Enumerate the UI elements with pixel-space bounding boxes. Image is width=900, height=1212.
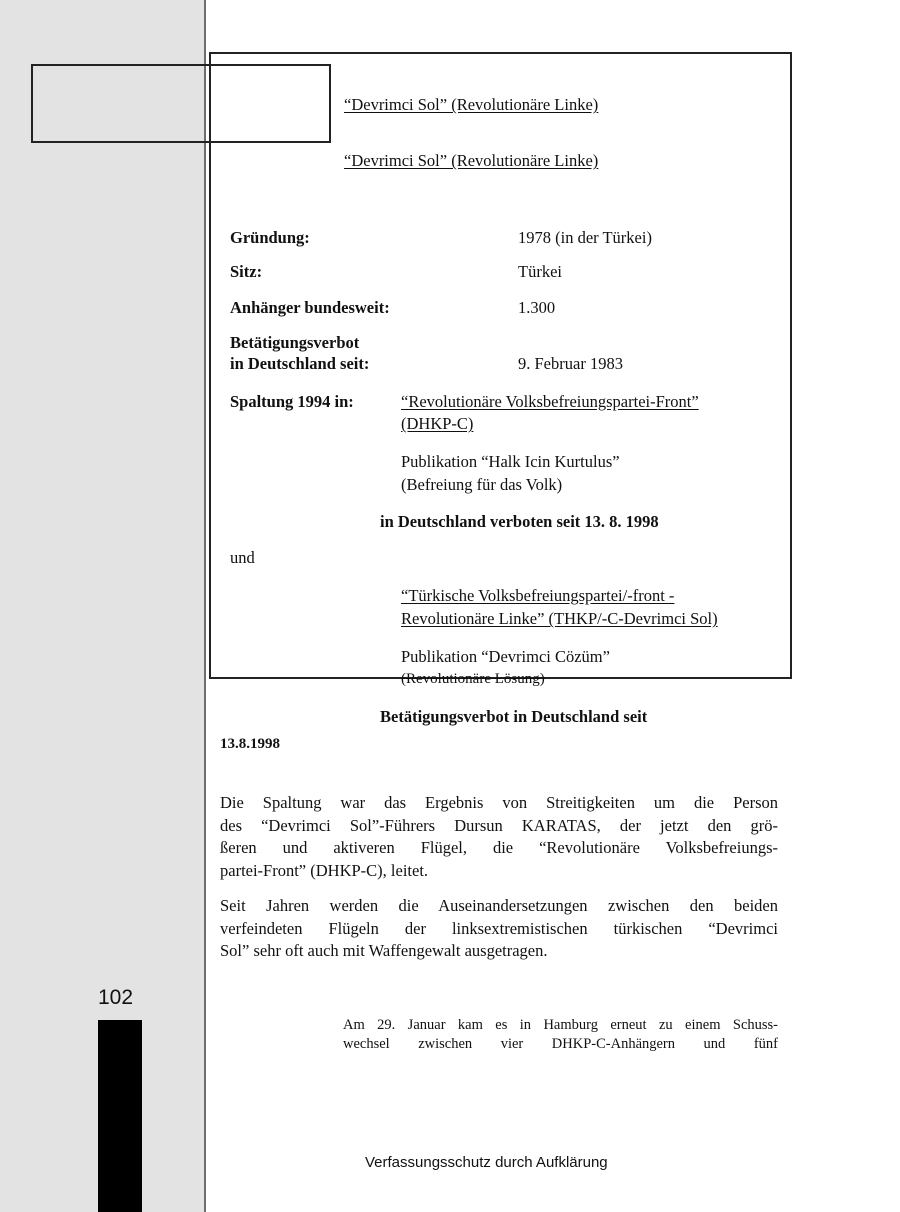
faction1-name-line2: (DHKP-C) <box>401 414 474 433</box>
faction2-ban-line2: 13.8.1998 <box>220 736 280 752</box>
faction2-publication-line2: (Revolutionäre Lösung) <box>401 671 545 687</box>
ban-label-line2: in Deutschland seit: <box>230 354 370 373</box>
page-footer: Verfassungsschutz durch Aufklärung <box>365 1154 608 1171</box>
paragraph-2-line: verfeindeten Flügeln der linksextremistischen türkischen “Devrimci <box>220 918 778 938</box>
faction1-ban: in Deutschland verboten seit 13. 8. 1998 <box>380 512 659 531</box>
paragraph-2-line: Sol” sehr oft auch mit Waffengewalt ausgetragen. <box>220 941 548 960</box>
faction1-publication-line2: (Befreiung für das Volk) <box>401 475 563 494</box>
side-note <box>343 1016 778 1054</box>
ban-label-line1: Betätigungsverbot <box>230 333 360 352</box>
connector-und: und <box>230 548 255 567</box>
paragraph-1-line: partei-Front” (DHKP-C), leitet. <box>220 860 429 880</box>
body-paragraph-2 <box>220 895 778 963</box>
fact-value-seat: Türkei <box>518 262 562 281</box>
paragraph-1-line: Die Spaltung war das Ergebnis von Streitigkeiten um die Person <box>220 793 778 812</box>
faction2-publication-line1: Publikation “Devrimci Cözüm” <box>401 647 610 666</box>
paragraph-1-line: ßeren und aktiveren Flügel, die “Revolutionäre Volksbefreiungs- <box>220 838 778 857</box>
faction2-ban-line1: Betätigungsverbot in Deutschland seit <box>380 707 648 726</box>
fact-value-followers: 1.300 <box>518 298 556 317</box>
faction2-name-line2: Revolutionäre Linke” (THKP/-C-Devrimci Sol) <box>401 609 718 628</box>
fact-label-followers: Anhänger bundesweit: <box>230 298 390 317</box>
margin-divider-line <box>204 0 206 1212</box>
faction2-name-line1: “Türkische Volksbefreiungspartei/-front - <box>401 586 675 605</box>
box-heading-2: “Devrimci Sol” (Revolutionäre Linke) <box>344 151 599 170</box>
chapter-marker-bar <box>98 1020 142 1212</box>
body-paragraph-1 <box>220 792 778 882</box>
page-number: 102 <box>98 986 134 1009</box>
ban-value: 9. Februar 1983 <box>518 354 623 373</box>
faction1-publication-line1: Publikation “Halk Icin Kurtulus” <box>401 452 620 471</box>
fact-label-seat: Sitz: <box>230 262 263 281</box>
paragraph-1-line: des “Devrimci Sol”-Führers Dursun KARATAS, der jetzt den grö- <box>220 815 778 835</box>
side-note-line: Am 29. Januar kam es in Hamburg erneut zu einem Schuss- <box>343 1017 778 1033</box>
faction1-name-line1: “Revolutionäre Volksbefreiungspartei-Front” <box>401 392 699 411</box>
side-note-line: wechsel zwischen vier DHKP-C-Anhängern und fünf <box>343 1036 778 1052</box>
fact-label-founding: Gründung: <box>230 228 310 247</box>
paragraph-2-line: Seit Jahren werden die Auseinandersetzungen zwischen den beiden <box>220 896 778 915</box>
fact-value-founding: 1978 (in der Türkei) <box>518 228 652 247</box>
box-heading-1: “Devrimci Sol” (Revolutionäre Linke) <box>344 95 599 114</box>
split-label: Spaltung 1994 in: <box>230 392 354 411</box>
